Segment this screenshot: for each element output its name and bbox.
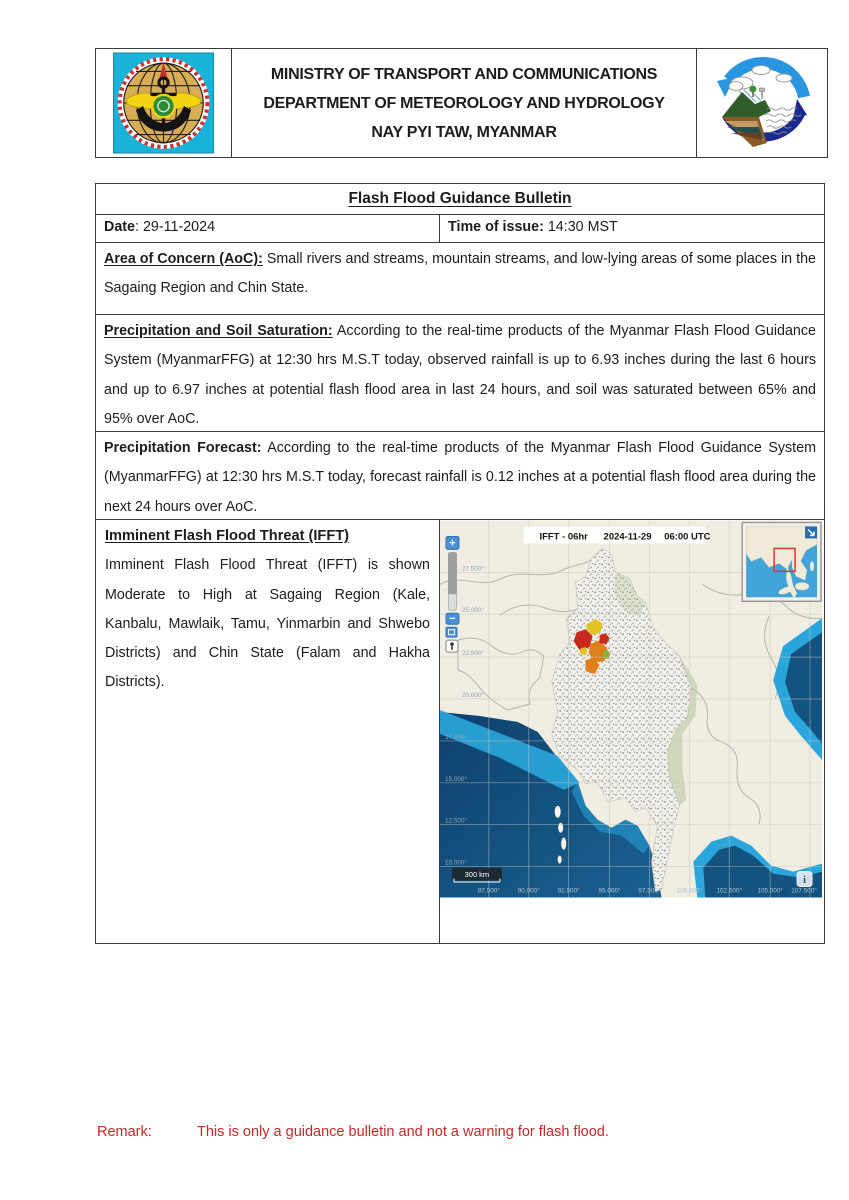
precipitation-forecast-row: [96, 431, 824, 519]
svg-text:102.500°: 102.500°: [716, 887, 743, 895]
bulletin-title: Flash Flood Guidance Bulletin: [348, 190, 572, 207]
ministry-logo-cell: [96, 49, 232, 157]
remark: [97, 1124, 609, 1140]
zoom-in-button[interactable]: [446, 536, 459, 549]
bulletin-title-row: [96, 184, 824, 214]
precipitation-saturation-row: [96, 314, 824, 431]
precip-text: According to the real-time products of the Myanmar Flash Flood Guidance System (MyanmarFFG) at 12:30 hrs M.S.T today, observed rainfall is up to 6.93 inches during the last 6 hours and up to 6.97 inches at potential flash flood area in last 24 hours, and soil was saturated between 65% and 95% over AoC.: [104, 323, 816, 427]
forecast-label: Precipitation Forecast:: [104, 440, 262, 456]
svg-text:+: +: [449, 537, 456, 550]
ffg-map[interactable]: [440, 520, 822, 898]
svg-text:17.500°: 17.500°: [444, 733, 468, 741]
time-label: Time of issue:: [448, 219, 544, 235]
longitude-labels: [478, 887, 817, 895]
svg-text:97.500°: 97.500°: [638, 887, 661, 895]
map-product-label: IFFT - 06hr: [539, 531, 588, 543]
svg-text:15.000°: 15.000°: [444, 775, 468, 783]
svg-text:90.000°: 90.000°: [517, 887, 540, 895]
ifft-row: [96, 519, 824, 943]
ifft-text-cell: [96, 520, 440, 943]
forecast-text: According to the real-time products of the Myanmar Flash Flood Guidance System (MyanmarFFG) at 12:30 hrs M.S.T today, forecast rainfall is 0.12 inches at a potential flash flood area during the next 24 hours over AoC.: [104, 440, 817, 515]
ifft-heading: Imminent Flash Flood Threat (IFFT): [105, 528, 350, 544]
layers-button[interactable]: [446, 627, 457, 637]
map-time-label: 06:00 UTC: [664, 531, 711, 543]
date-row: [96, 214, 824, 242]
date-label: Date: [104, 219, 135, 235]
svg-text:105.000°: 105.000°: [757, 887, 783, 895]
aoc-text: Small rivers and streams, mountain streams, and low-lying areas of some places in the Sagaing Region and Chin State.: [104, 251, 816, 297]
dmh-logo-cell: [696, 49, 827, 157]
svg-text:25.000°: 25.000°: [461, 607, 485, 615]
svg-text:92.500°: 92.500°: [557, 887, 580, 895]
ministry-name: MINISTRY OF TRANSPORT AND COMMUNICATIONS: [270, 65, 658, 83]
svg-text:95.000°: 95.000°: [598, 887, 621, 895]
svg-text:300 km: 300 km: [464, 870, 490, 880]
svg-text:20.000°: 20.000°: [461, 692, 485, 700]
remark-label: Remark:: [97, 1124, 152, 1140]
precip-label: Precipitation and Soil Saturation:: [104, 323, 333, 339]
time-value: 14:30 MST: [543, 219, 618, 235]
zoom-out-button[interactable]: [446, 613, 459, 625]
svg-text:10.000°: 10.000°: [444, 859, 468, 867]
svg-text:12.500°: 12.500°: [444, 817, 468, 825]
bulletin-table: [95, 183, 825, 944]
aoc-label: Area of Concern (AoC):: [104, 251, 263, 267]
location-line: NAY PYI TAW, MYANMAR: [371, 123, 557, 141]
zoom-slider-thumb[interactable]: [448, 552, 457, 594]
ifft-text: Imminent Flash Flood Threat (IFFT) is shown Moderate to High at Sagaing Region (Kale, Kanbalu, Mawlaik, Tamu, Yinmarbin and Shwebo Districts) and Chin State (Falam and Hakha Districts).: [105, 557, 430, 691]
letterhead-title-block: [232, 49, 696, 157]
map-scale-bar: [452, 868, 502, 882]
svg-text:22.500°: 22.500°: [461, 650, 485, 658]
date-value: : 29-11-2024: [135, 219, 216, 235]
dmh-hydrology-logo-icon: [709, 53, 815, 153]
ifft-map-cell: [440, 520, 824, 943]
svg-text:100.000°: 100.000°: [676, 887, 703, 895]
svg-text:i: i: [803, 875, 806, 887]
remark-text: This is only a guidance bulletin and not a warning for flash flood.: [197, 1124, 609, 1140]
svg-text:27.500°: 27.500°: [461, 565, 485, 573]
map-title-bar: [524, 526, 711, 543]
letterhead: [95, 48, 828, 158]
date-cell: [96, 215, 440, 242]
inset-collapse-button[interactable]: [805, 526, 817, 538]
inset-map[interactable]: [742, 522, 821, 601]
svg-text:87.500°: 87.500°: [477, 887, 500, 895]
department-name: DEPARTMENT OF METEOROLOGY AND HYDROLOGY: [263, 94, 665, 112]
zoom-slider[interactable]: [448, 552, 457, 610]
area-of-concern-row: [96, 242, 824, 314]
time-cell: [440, 215, 824, 242]
svg-text:−: −: [449, 613, 456, 626]
map-info-button[interactable]: [797, 872, 812, 887]
ministry-logo-icon: [112, 52, 215, 154]
svg-text:107.500°: 107.500°: [791, 887, 817, 895]
map-date-label: 2024-11-29: [603, 531, 652, 543]
locate-button[interactable]: [446, 640, 458, 652]
